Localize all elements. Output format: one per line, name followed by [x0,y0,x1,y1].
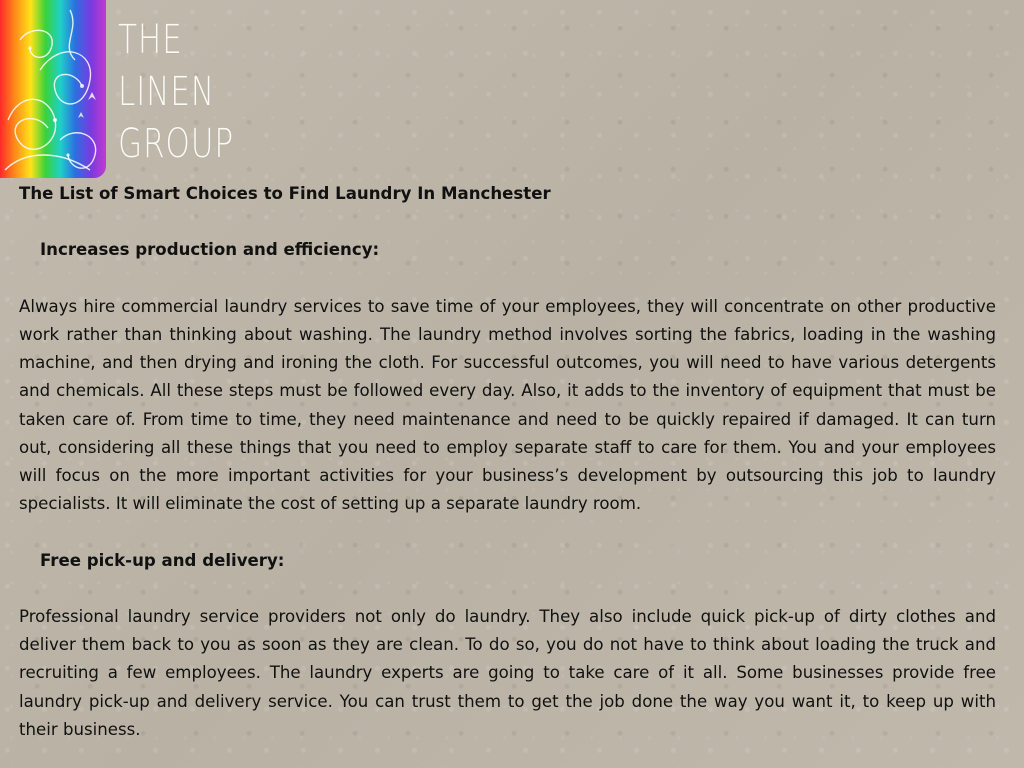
section-body-production: Always hire commercial laundry services to save time of your employees, they will concentrate on other productive work rather than thinking about washing. The laundry method involves sorting the fabrics, loading in the washing machine, and then drying and ironing the cloth. For successful outcomes, you will need to have various detergents and chemicals. All these steps must be followed every day. Also, it adds to the inventory of equipment that must be taken care of. From time to time, they need maintenance and need to be quickly repaired if damaged. It can turn out, considering all these things that you need to employ separate staff to care for them. You and your employees will focus on the more important activities for your business’s development by outsourcing this job to laundry specialists. It will eliminate the cost of setting up a separate laundry room. [19,296,996,514]
swirl-ornament-icon [0,0,106,178]
logo-emblem [0,0,106,178]
page-title: The List of Smart Choices to Find Laundry In Manchester [19,184,551,203]
logo-line-the: THE [118,17,183,63]
section-heading-production: Increases production and efficiency: [40,240,380,260]
article-body [19,180,996,744]
logo-line-linen: LINEN [118,69,215,115]
logo-line-group: GROUP [118,121,234,167]
section-body-delivery: Professional laundry service providers not only do laundry. They also include quick pick-up of dirty clothes and deliver them back to you as soon as they are clean. To do so, you do not have to think about loading the truck and recruiting a few employees. The laundry experts are going to take care of it all. Some businesses provide free laundry pick-up and delivery service. You can trust them to get the job done the way you want it, to keep up with their business. [19,606,996,739]
section-heading-delivery: Free pick-up and delivery: [40,550,285,570]
logo-wordmark [118,14,234,170]
